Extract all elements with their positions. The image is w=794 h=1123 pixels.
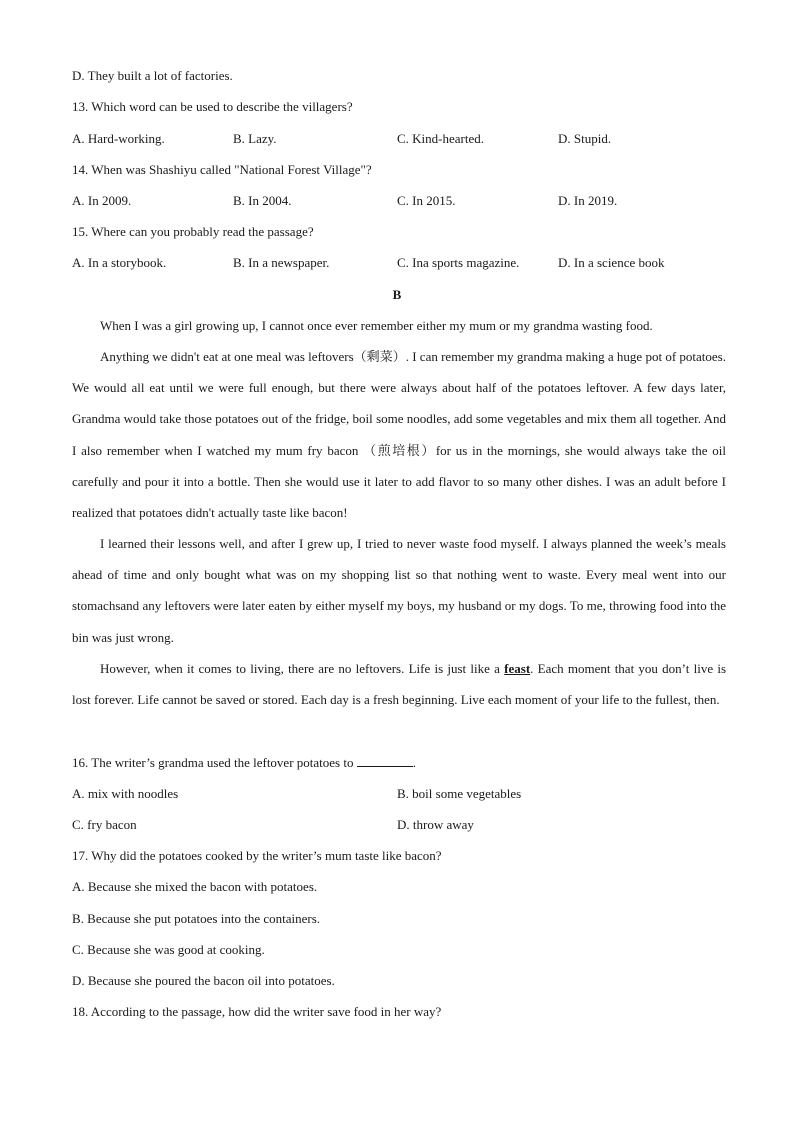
q16-option-a: A. mix with noodles (72, 786, 179, 801)
q13-option-a: A. Hard-working. (72, 131, 165, 146)
q13-option-c: C. Kind-hearted. (397, 131, 485, 146)
q13-option-d: D. Stupid. (558, 131, 612, 146)
highlighted-word-feast: feast (504, 661, 531, 676)
paragraph-3-text: I learned their lessons well, and after I grew up, I tried to never waste food myself. I always planned the week’s meals ahead of time and only bought what was on my shopping list so that nothing went to waste. Every meal went into our stomachsand any leftovers were later eaten by either myself my boys, my husband or my dogs. To me, throwing food into the bin was just wrong. (72, 536, 726, 645)
q14-option-c: C. In 2015. (397, 193, 456, 208)
q16-option-d: D. throw away (397, 817, 474, 832)
q14-option-d: D. In 2019. (558, 193, 618, 208)
q17-question: 17. Why did the potatoes cooked by the writer’s mum taste like bacon? (72, 848, 442, 863)
passage-paragraph-1 (72, 310, 726, 341)
q14-option-a: A. In 2009. (72, 193, 132, 208)
passage-paragraph-4 (72, 653, 726, 715)
q17-option-d: D. Because she poured the bacon oil into potatoes. (72, 973, 335, 988)
q16-option-c: C. fry bacon (72, 817, 137, 832)
q13-question: 13. Which word can be used to describe the villagers? (72, 99, 353, 114)
q17-option-b: B. Because she put potatoes into the containers. (72, 911, 321, 926)
paragraph-4-text-end: . Each moment that you don’t live is lost forever. Life cannot be saved or stored. Each day is a fresh beginning. Live each moment of your life to the fullest, then. (72, 661, 727, 708)
q15-option-d: D. In a science book (558, 255, 665, 270)
q14-option-b: B. In 2004. (233, 193, 292, 208)
paragraph-4-text-start: However, when it comes to living, there are no leftovers. Life is just like a (100, 661, 505, 676)
q12-option-d: D. They built a lot of factories. (72, 68, 233, 83)
section-title: B (392, 287, 402, 302)
q17-option-a: A. Because she mixed the bacon with potatoes. (72, 879, 318, 894)
paragraph-2-text: Anything we didn't eat at one meal was leftovers（剩菜）. I can remember my grandma making a huge pot of potatoes. We would all eat until we were full enough, but there were always about half of the potatoes leftover. A few days later, Grandma would take those potatoes out of the fridge, boil some noodles, add some vegetables and mix them all together. And I also remember when I watched my mum fry bacon （煎培根）for us in the mornings, she would always take the oil carefully and pour it into a bottle. Then she would use it later to add flavor to so many other dishes. I was an adult before I realized that potatoes didn't actually taste like bacon! (72, 349, 726, 521)
q15-question: 15. Where can you probably read the passage? (72, 224, 314, 239)
q14-question: 14. When was Shashiyu called "National Forest Village"? (72, 162, 372, 177)
q16-option-b: B. boil some vegetables (397, 786, 522, 801)
q13-option-b: B. Lazy. (233, 131, 277, 146)
answer-blank (357, 755, 413, 767)
q15-option-b: B. In a newspaper. (233, 255, 330, 270)
passage-paragraph-3 (72, 528, 726, 653)
q15-option-c: C. Ina sports magazine. (397, 255, 520, 270)
q16-question-text: 16. The writer’s grandma used the leftover potatoes to (72, 755, 354, 770)
passage-paragraph-2 (72, 341, 726, 528)
q16-question (72, 755, 416, 771)
paragraph-1-text: When I was a girl growing up, I cannot once ever remember either my mum or my grandma wasting food. (100, 318, 653, 333)
q15-option-a: A. In a storybook. (72, 255, 167, 270)
q17-option-c: C. Because she was good at cooking. (72, 942, 265, 957)
q16-question-end: . (412, 755, 416, 770)
q18-question: 18. According to the passage, how did the writer save food in her way? (72, 1004, 442, 1019)
